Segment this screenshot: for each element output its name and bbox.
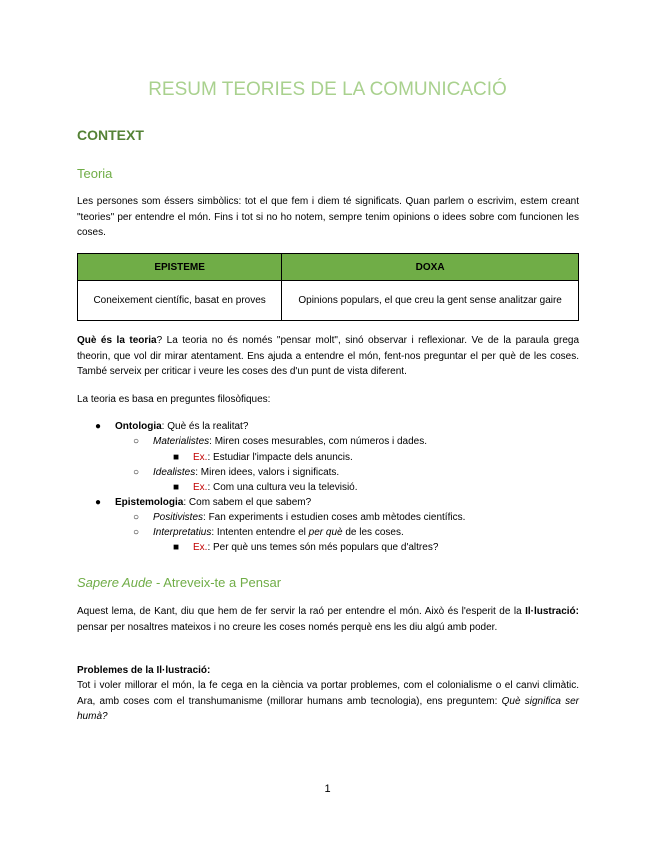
list-item-ontologia: [95, 419, 248, 434]
example-label: Ex.: [193, 482, 208, 493]
page-number: 1: [324, 783, 331, 795]
bullet-icon: ●: [95, 497, 102, 508]
sapere-aude-rest: - Atreveix-te a Pensar: [152, 575, 282, 590]
positivistes-text: : Fan experiments i estudien coses amb mètodes científics.: [203, 512, 466, 523]
square-icon: ■: [173, 482, 180, 493]
episteme-doxa-table: [77, 253, 579, 321]
positivistes-label: Positivistes: [153, 512, 204, 523]
que-es-bold: Què és la teoria: [77, 335, 157, 346]
bullet-icon: ●: [95, 421, 102, 432]
problemes-heading-text: Problemes de la Il·lustració:: [77, 665, 211, 676]
example-label: Ex.: [193, 542, 208, 553]
example-text: : Estudiar l'impacte dels anuncis.: [207, 452, 353, 463]
lema-paragraph: [77, 604, 579, 635]
list-item-example-3: [173, 540, 438, 555]
idealistes-label: Idealistes: [153, 467, 196, 478]
circle-icon: ○: [133, 527, 140, 538]
context-heading: CONTEXT: [77, 127, 144, 143]
basa-paragraph: La teoria es basa en preguntes filosòfiques:: [77, 394, 271, 405]
idealistes-text: : Miren idees, valors i significats.: [195, 467, 340, 478]
list-item-idealistes: [133, 465, 339, 480]
interpretatius-emphasis: per què: [308, 527, 343, 538]
sapere-aude-heading: [77, 575, 281, 590]
epistemologia-text: : Com sabem el que sabem?: [183, 497, 312, 508]
list-item-example-1: [173, 450, 353, 465]
problemes-text: Tot i voler millorar el món, la fe cega en la ciència va portar problemes, com el colonialisme o el canvi climàtic. Ara, amb coses com el transhumanisme (millorar humans amb tecnologia), ens preguntem:: [77, 680, 579, 707]
que-es-paragraph: [77, 333, 579, 380]
table-cell-doxa: Opinions populars, el que creu la gent sense analitzar gaire: [282, 281, 579, 321]
ontologia-label: Ontologia: [115, 421, 162, 432]
problemes-paragraph: [77, 678, 579, 725]
materialistes-label: Materialistes: [153, 436, 210, 447]
teoria-heading: Teoria: [77, 166, 113, 181]
table-header-doxa: DOXA: [282, 254, 579, 281]
circle-icon: ○: [133, 436, 140, 447]
interpretatius-label: Interpretatius: [153, 527, 212, 538]
list-item-interpretatius: [133, 525, 404, 540]
example-label: Ex.: [193, 452, 208, 463]
document-title: RESUM TEORIES DE LA COMUNICACIÓ: [148, 79, 507, 100]
lema-text-end: pensar per nosaltres mateixos i no creure les coses només perquè ens les diu algú amb poder.: [77, 621, 498, 633]
circle-icon: ○: [133, 512, 140, 523]
interpretatius-text: : Intenten entendre el: [211, 527, 309, 538]
list-item-epistemologia: [95, 495, 311, 510]
intro-paragraph: Les persones som éssers simbòlics: tot el que fem i diem té significats. Quan parlem o escrivim, estem creant "teories" per entendre el món. Fins i tot si no ho notem, sempre tenim opinions o idees sobre com funcionen les coses.: [77, 196, 579, 238]
list-item-materialistes: [133, 434, 427, 449]
epistemologia-label: Epistemologia: [115, 497, 184, 508]
illustracio-bold: Il·lustració:: [525, 606, 579, 617]
square-icon: ■: [173, 542, 180, 553]
materialistes-text: : Miren coses mesurables, com números i dades.: [209, 436, 428, 447]
que-es-text: ? La teoria no és només "pensar molt", sinó observar i reflexionar. Ve de la paraula grega theorin, que vol dir mirar atentament. Ens ajuda a entendre el món, fent-nos preguntar el per què de les coses. També serveix per criticar i veure les coses des d'un punt de vista diferent.: [77, 335, 580, 377]
square-icon: ■: [173, 452, 180, 463]
example-text: : Com una cultura veu la televisió.: [207, 482, 358, 493]
interpretatius-text-end: de les coses.: [342, 527, 404, 538]
sapere-aude-italic: Sapere Aude: [77, 575, 153, 590]
lema-text: Aquest lema, de Kant, diu que hem de fer servir la raó per entendre el món. Això és l'esperit de la: [77, 606, 526, 617]
ontologia-text: : Què és la realitat?: [161, 421, 249, 432]
list-item-example-2: [173, 480, 358, 495]
problemes-question: Què significa ser humà?: [77, 695, 579, 722]
table-cell-episteme: Coneixement científic, basat en proves: [78, 281, 282, 321]
problemes-heading: [77, 663, 579, 679]
table-header-episteme: EPISTEME: [78, 254, 282, 281]
example-text: : Per què uns temes són més populars que d'altres?: [207, 542, 439, 553]
circle-icon: ○: [133, 467, 140, 478]
list-item-positivistes: [133, 510, 465, 525]
